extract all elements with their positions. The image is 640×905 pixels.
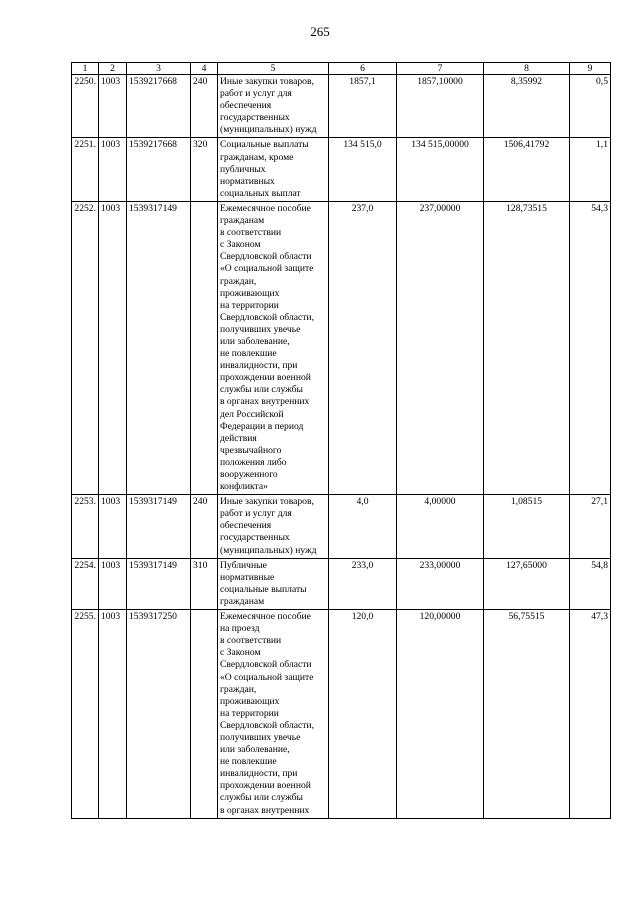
row-number: 2254. [72,558,99,609]
percent-col9: 27,1 [570,495,611,558]
row-number: 2253. [72,495,99,558]
section-code: 1003 [99,610,127,819]
expense-type-code: 240 [191,75,218,138]
header-cell: 1 [72,63,99,75]
value-col6: 4,0 [329,495,397,558]
row-number: 2252. [72,201,99,494]
value-col6: 1857,1 [329,75,397,138]
value-col6: 233,0 [329,558,397,609]
header-cell: 4 [191,63,218,75]
percent-col9: 1,1 [570,138,611,201]
percent-col9: 54,8 [570,558,611,609]
value-col8: 1506,41792 [484,138,570,201]
target-article-code: 1539317149 [127,495,191,558]
expense-type-code: 240 [191,495,218,558]
value-col7: 120,00000 [397,610,484,819]
target-article-code: 1539317149 [127,201,191,494]
header-cell: 5 [218,63,329,75]
value-col8: 8,35992 [484,75,570,138]
expense-type-code [191,610,218,819]
value-col7: 4,00000 [397,495,484,558]
table-row [72,610,611,819]
description: Ежемесячное пособие гражданам в соответствии с Законом Свердловской области «О социальной защите граждан, проживающих на территории Свердловской области, получивших увечье или заболевание, не повлекшие инвалидности, при прохождении военной службы или службы в органах внутренних дел Российской Федерации в период действия чрезвычайного положения либо вооруженного конфликта» [218,201,329,494]
expense-type-code: 310 [191,558,218,609]
row-number: 2255. [72,610,99,819]
percent-col9: 0,5 [570,75,611,138]
target-article-code: 1539217668 [127,75,191,138]
header-cell: 2 [99,63,127,75]
value-col7: 1857,10000 [397,75,484,138]
row-number: 2251. [72,138,99,201]
expense-type-code [191,201,218,494]
description: Социальные выплаты гражданам, кроме публичных нормативных социальных выплат [218,138,329,201]
section-code: 1003 [99,138,127,201]
description: Иные закупки товаров, работ и услуг для обеспечения государственных (муниципальных) нужд [218,495,329,558]
header-cell: 7 [397,63,484,75]
section-code: 1003 [99,558,127,609]
value-col6: 237,0 [329,201,397,494]
header-cell: 6 [329,63,397,75]
percent-col9: 47,3 [570,610,611,819]
table-row [72,495,611,558]
value-col7: 237,00000 [397,201,484,494]
value-col8: 128,73515 [484,201,570,494]
budget-table [71,62,611,819]
description: Иные закупки товаров, работ и услуг для обеспечения государственных (муниципальных) нужд [218,75,329,138]
header-row [72,63,611,75]
percent-col9: 54,3 [570,201,611,494]
section-code: 1003 [99,75,127,138]
value-col8: 56,75515 [484,610,570,819]
header-cell: 9 [570,63,611,75]
header-cell: 8 [484,63,570,75]
page-number: 265 [310,24,330,39]
target-article-code: 1539317250 [127,610,191,819]
description: Публичные нормативные социальные выплаты гражданам [218,558,329,609]
value-col6: 134 515,0 [329,138,397,201]
section-code: 1003 [99,201,127,494]
value-col7: 233,00000 [397,558,484,609]
description: Ежемесячное пособие на проезд в соответствии с Законом Свердловской области «О социальной защите граждан, проживающих на территории Свердловской области, получивших увечье или заболевание, не повлекшие инвалидности, при прохождении военной службы или службы в органах внутренних [218,610,329,819]
target-article-code: 1539217668 [127,138,191,201]
table-row [72,75,611,138]
row-number: 2250. [72,75,99,138]
table-row [72,138,611,201]
table-row [72,558,611,609]
value-col6: 120,0 [329,610,397,819]
value-col8: 1,08515 [484,495,570,558]
section-code: 1003 [99,495,127,558]
expense-type-code: 320 [191,138,218,201]
value-col8: 127,65000 [484,558,570,609]
value-col7: 134 515,00000 [397,138,484,201]
header-cell: 3 [127,63,191,75]
target-article-code: 1539317149 [127,558,191,609]
table-row [72,201,611,494]
